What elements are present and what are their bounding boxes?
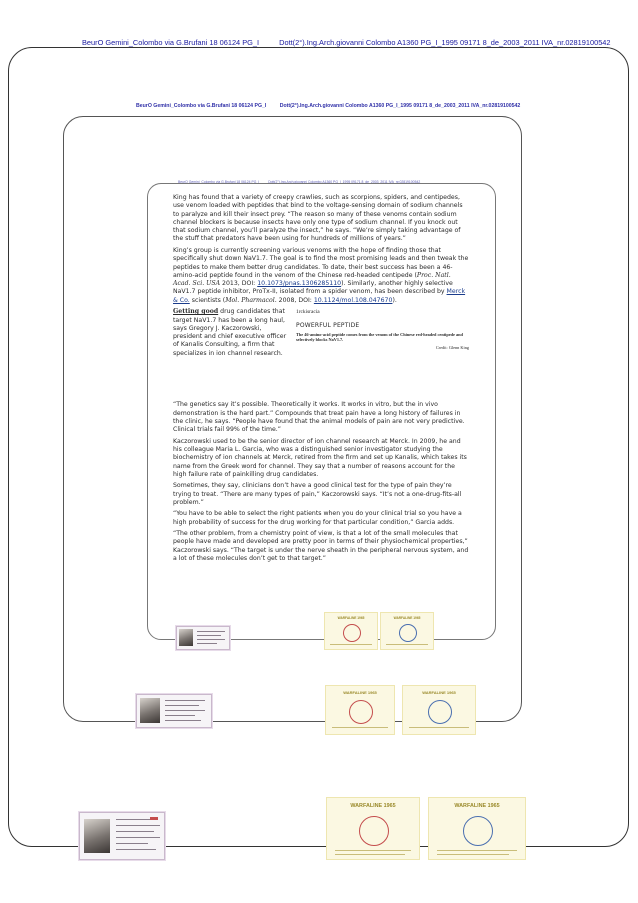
id-card-image [79, 812, 165, 860]
portrait-photo [179, 629, 193, 646]
inset-lead: Getting good [173, 308, 219, 316]
doi-link[interactable]: 10.1124/mol.108.047670 [313, 296, 393, 304]
stamp-image [402, 685, 476, 735]
red-seal-icon [343, 624, 361, 642]
article-paragraph: King has found that a variety of creepy crawlies, such as scorpions, spiders, and centipedes, use venom loaded with peptides that bind to the voltage-sensing domain of sodium channels to paralyze and kill their insect prey. “The reason so many of these venoms contain sodium channel blockers is because insects have only one type of sodium channel. If you knock out that sodium channel, you’ll paralyze the insect,” he says. “We’re simply taking advantage of the stuff that predators have been using for hundreds of millions of years.” [173, 194, 463, 243]
stamp-title: WARFALINE 1965 [350, 803, 396, 809]
journal-name: Mol. Pharmacol. [225, 296, 277, 304]
figure-caption [296, 309, 469, 352]
paragraph-text: 2008, DOI: [276, 296, 314, 304]
stamp-title: WARFALINE 1965 [393, 616, 421, 620]
header-credentials: Dott(2°).Ing.Arch.giovanni Colombo A1360 PG_I_1995 09171 8_de_2003_2011 IVA_nr.02819100542 [279, 38, 611, 47]
paragraph-text: scientists ( [189, 296, 226, 304]
portrait-photo [84, 819, 110, 853]
article-paragraph [173, 247, 469, 305]
figure-credit: Credit: Glenn King [435, 345, 469, 351]
nested-header-credentials: Dott(2°).Ing.Arch.giovanni Colombo A1360 PG_I_1995 09171 8_de_2003_2011 IVA_nr.02819100542 [279, 103, 521, 109]
paragraph-text: King’s group is currently screening various venoms with the hope of finding those that specifically shut down NaV1.7. The goal is to find the most promising leads and then tweak the peptides to make them better drug candidates. To date, their best success has been a 46-amino-acid peptide found in the venom of the Chinese red-headed centipede ( [173, 246, 469, 279]
doi-link[interactable]: 10.1073/pnas.1306285110 [257, 280, 342, 288]
blue-seal-icon [428, 700, 452, 724]
paragraph-text: 2013, DOI: [220, 280, 256, 288]
journal-name: Proc. Natl. Acad. Sci. USA [173, 271, 451, 288]
id-card-image [176, 626, 230, 650]
stamp-image [326, 797, 420, 860]
inset-text [173, 308, 287, 358]
stamp-image [324, 612, 378, 650]
red-seal-icon [349, 700, 373, 724]
red-seal-icon [359, 816, 389, 846]
id-card-image [136, 694, 212, 728]
stamp-title: WARFALINE 1965 [454, 803, 500, 809]
figure-description: The 46-amino-acid peptide comes from the venom of the Chinese red-headed centipede and selectively blocks NaV1.7. [296, 331, 463, 342]
article-paragraph: Sometimes, they say, clinicians don’t have a good clinical test for the type of pain they’re trying to treat. “There are many types of pain,” Kaczorowski says. “It’s not a one-drug-fits-all problem.” [173, 482, 462, 506]
page-header [82, 38, 611, 47]
nested-header-address: BeurO Gemini_Colombo via G.Brufani 18 06124 PG_I [136, 103, 267, 109]
inset-body: drug candidates that target NaV1.7 has been a long haul, says Gregory J. Kaczorowski, president and chief executive officer of Kanalis Consulting, a firm that specializes in ion channel research. [173, 308, 287, 357]
portrait-photo [140, 698, 160, 723]
inner-header-address: BeurO Gemini_Colombo via G.Brufani 18 06124 PG_I [178, 180, 260, 184]
merck-link[interactable]: Merck & Co. [173, 288, 466, 304]
article-paragraph: Kaczorowski used to be the senior director of ion channel research at Merck. In 2009, he and his colleague Maria L. Garcia, who was a distinguished senior investigator studying the biochemistry of ion channels at Merck, retired from the firm and set up Kanalis, which takes its name from the Greek word for channel. They say that a number of reasons account for the high failure rate of painkilling drug candidates. [173, 437, 467, 478]
stamp-image [428, 797, 526, 860]
figure-title: POWERFUL PEPTIDE [296, 322, 360, 330]
stamp-title: WARFALINE 1965 [422, 690, 456, 695]
article-paragraph: “The genetics say it’s possible. Theoretically it works. It works in vitro, but the in vivo demonstration is the hard part.” Compounds that treat pain have a long history of failures in the clinic, he says. “People have found that the animal models of pain are not very predictive. Clinical trials fail 99% of the time.” [173, 401, 465, 434]
stamp-title: WARFALINE 1965 [337, 616, 365, 620]
inset-section [173, 308, 469, 399]
stamp-title: WARFALINE 1965 [343, 690, 377, 695]
inner-header-credentials: Dott(2°).Ing.Arch.giovanni Colombo A1360 PG_I_1995 09171 8_de_2003_2011 IVA_nr.02819100542 [268, 180, 421, 184]
paragraph-text: ). Similarly, another highly selective NaV1.7 peptide inhibitor, ProTx-II, isolated from a spider venom, has been described by [173, 280, 453, 296]
stamp-image [380, 612, 434, 650]
header-address: BeurO Gemini_Colombo via G.Brufani 18 06124 PG_I [82, 38, 260, 47]
blue-seal-icon [399, 624, 417, 642]
nested-header [136, 103, 520, 109]
figure-tag: 1rckisracia [296, 309, 320, 316]
article-paragraph: “The other problem, from a chemistry point of view, is that a lot of the small molecules that people have made and developed are pretty poor in terms of their physiochemical properties,” Kaczorowski says. “The target is under the nerve sheath in the peripheral nervous system, and a lot of these molecules don’t get to that target.” [173, 530, 469, 563]
paragraph-text: ). [392, 296, 397, 304]
stamp-image [325, 685, 395, 735]
article-body [173, 194, 469, 567]
article-paragraph: “You have to be able to select the right patients when you do your clinical trial so you have a high probability of success for the drug working for that particular condition,” Garcia adds. [173, 510, 462, 526]
blue-seal-icon [463, 816, 493, 846]
